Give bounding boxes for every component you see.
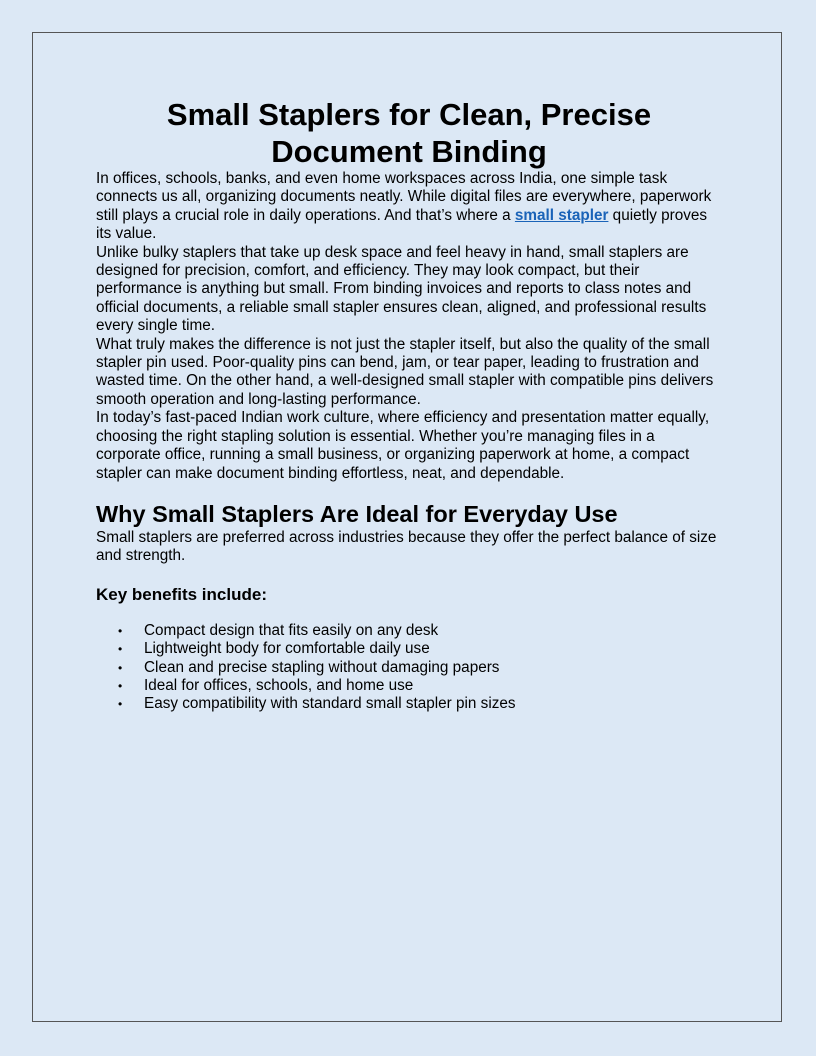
- list-item: [96, 640, 722, 658]
- intro-text-before-link: In offices, schools, banks, and even home workspaces across India, one simple task connects us all, organizing documents neatly. While digital files are everywhere, paperwork still plays a crucial role in daily operations. And that’s where a: [96, 170, 712, 224]
- section-heading: Why Small Staplers Are Ideal for Everyday Use: [96, 500, 618, 527]
- small-stapler-link[interactable]: small stapler: [514, 206, 609, 224]
- paragraph-work-culture: In today’s fast-paced Indian work culture, where efficiency and presentation matter equally, choosing the right stapling solution is essential. Whether you’re managing files in a corporate office, running a small business, or organizing paperwork at home, a compact stapler can make document binding effortless, neat, and dependable.: [96, 409, 710, 482]
- benefits-subheading: Key benefits include:: [96, 584, 267, 604]
- benefits-list: [96, 622, 722, 714]
- benefit-text: Compact design that fits easily on any desk: [144, 621, 439, 639]
- document-content: [96, 96, 722, 714]
- bullet-icon: •: [118, 678, 123, 693]
- paragraph-unlike-bulky: Unlike bulky staplers that take up desk space and feel heavy in hand, small staplers are designed for precision, comfort, and efficiency. They may look compact, but their performance is anything but small. From binding invoices and reports to class notes and official documents, a reliable small stapler ensures clean, aligned, and professional results every single time.: [96, 243, 707, 335]
- benefit-text: Lightweight body for comfortable daily use: [144, 640, 430, 658]
- bullet-icon: •: [118, 697, 123, 712]
- intro-text-after-link: quietly proves its value.: [96, 206, 708, 243]
- list-item: [96, 622, 722, 640]
- benefit-text: Easy compatibility with standard small stapler pin sizes: [144, 695, 516, 713]
- bullet-icon: •: [118, 623, 123, 638]
- list-item: [96, 659, 722, 677]
- benefit-text: Clean and precise stapling without damaging papers: [144, 658, 500, 676]
- bullet-icon: •: [118, 642, 123, 657]
- section-paragraph: Small staplers are preferred across industries because they offer the perfect balance of size and strength.: [96, 528, 717, 565]
- list-item: [96, 677, 722, 695]
- benefit-text: Ideal for offices, schools, and home use: [144, 676, 414, 694]
- bullet-icon: •: [118, 660, 123, 675]
- intro-paragraph: [96, 170, 722, 244]
- document-title: Small Staplers for Clean, Precise Document Binding: [166, 97, 652, 169]
- paragraph-pin-quality: What truly makes the difference is not just the stapler itself, but also the quality of the small stapler pin used. Poor-quality pins can bend, jam, or tear paper, leading to frustration and wasted time. On the other hand, a well-designed small stapler with compatible pins delivers smooth operation and long-lasting performance.: [96, 335, 714, 408]
- list-item: [96, 695, 722, 713]
